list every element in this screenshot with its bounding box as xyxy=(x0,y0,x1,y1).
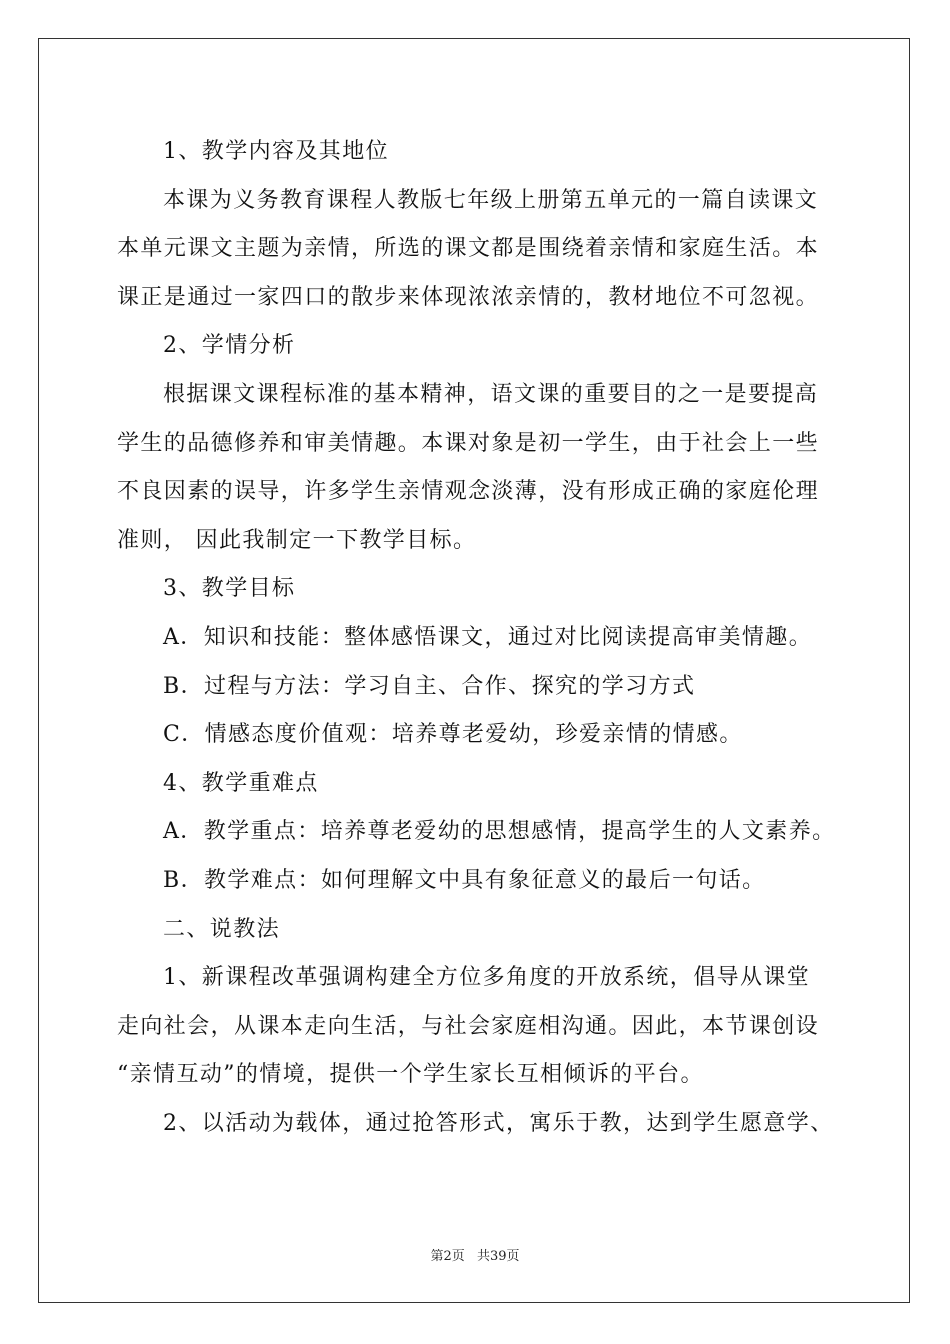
text-line: 1、教学内容及其地位 xyxy=(163,139,389,164)
text-line: 2、学情分析 xyxy=(163,333,296,359)
text-line: B．教学难点：如何理解文中具有象征意义的最后一句话。 xyxy=(163,867,766,893)
text-line: 准则， 因此我制定一下教学目标。 xyxy=(117,527,477,553)
text-line: 4、教学重难点 xyxy=(163,770,319,796)
text-line: 2、以活动为载体，通过抢答形式，寓乐于教，达到学生愿意学、 xyxy=(163,1110,834,1136)
text-line: A．教学重点：培养尊老爱幼的思想感情，提高学生的人文素养。 xyxy=(163,819,836,845)
text-line: 二、说教法 xyxy=(163,916,281,942)
text-line: 本单元课文主题为亲情，所选的课文都是围绕着亲情和家庭生活。本 xyxy=(117,236,820,262)
page-number: 第2页 xyxy=(430,1249,465,1264)
text-line: “亲情互动”的情境，提供一个学生家长互相倾诉的平台。 xyxy=(117,1062,704,1088)
text-line: 走向社会，从课本走向生活，与社会家庭相沟通。因此，本节课创设 xyxy=(117,1013,820,1039)
text-line: 不良因素的误导，许多学生亲情观念淡薄，没有形成正确的家庭伦理 xyxy=(117,479,820,505)
text-line: 1、新课程改革强调构建全方位多角度的开放系统，倡导从课堂 xyxy=(163,965,811,991)
text-line: B．过程与方法：学习自主、合作、探究的学习方式 xyxy=(163,673,696,699)
page-total: 共39页 xyxy=(476,1249,520,1264)
text-line: 3、教学目标 xyxy=(163,576,296,602)
text-line: 本课为义务教育课程人教版七年级上册第五单元的一篇自读课文 xyxy=(163,187,819,213)
text-line: A．知识和技能：整体感悟课文，通过对比阅读提高审美情趣。 xyxy=(163,624,813,650)
text-line: C．情感态度价值观：培养尊老爱幼，珍爱亲情的情感。 xyxy=(163,722,743,748)
page-footer xyxy=(0,1245,950,1264)
text-line: 根据课文课程标准的基本精神，语文课的重要目的之一是要提高 xyxy=(163,381,819,407)
text-line: 课正是通过一家四口的散步来体现浓浓亲情的，教材地位不可忽视。 xyxy=(117,284,820,310)
text-line: 学生的品德修养和审美情趣。本课对象是初一学生，由于社会上一些 xyxy=(117,430,820,456)
document-body xyxy=(117,128,837,1148)
